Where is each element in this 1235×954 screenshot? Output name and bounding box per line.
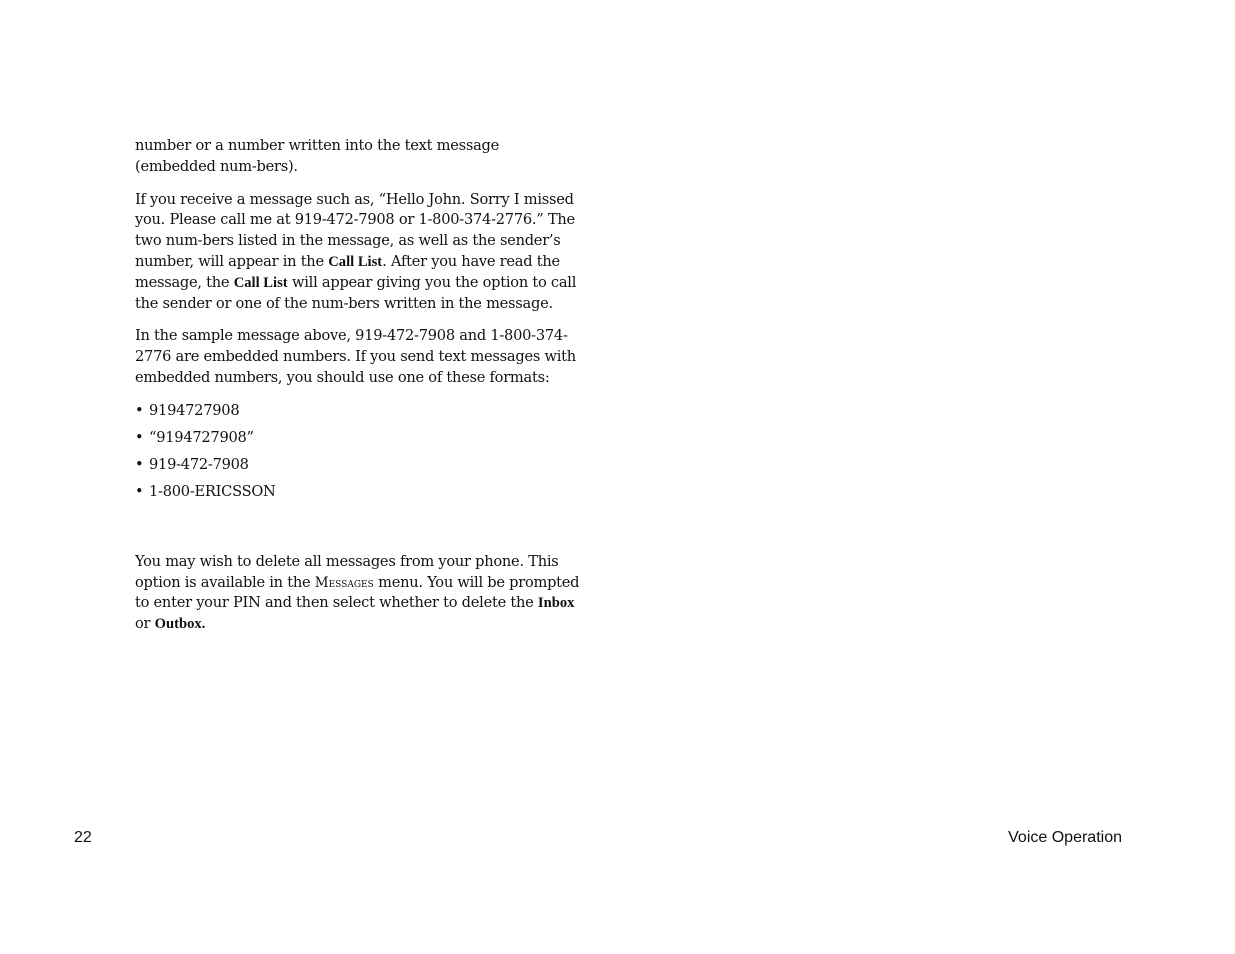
bullet-icon: • — [135, 428, 144, 446]
delete-text-1: You may wish to delete all messages from your phone. This option is available in the — [135, 552, 559, 591]
call-list-term: Call List — [328, 253, 383, 270]
list-item — [135, 455, 580, 476]
paragraph-delete-messages — [135, 552, 580, 635]
call-list-term: Call List — [233, 274, 288, 291]
bullet-icon: • — [135, 482, 144, 500]
page-number: 22 — [74, 829, 92, 846]
list-item — [135, 401, 580, 422]
example-text-3: will appear giving you the option to call the sender or one of the num-bers written in the message. — [135, 273, 577, 312]
section-title: Voice Operation — [1008, 829, 1122, 846]
format-value: “9194727908” — [149, 428, 254, 446]
delete-text-or: or — [135, 615, 155, 633]
outbox-term: Outbox. — [154, 616, 206, 633]
bullet-icon: • — [135, 401, 144, 419]
list-item — [135, 428, 580, 449]
inbox-term: Inbox — [537, 595, 575, 612]
number-format-list — [135, 401, 580, 503]
section-spacer — [135, 509, 580, 552]
format-value: 9194727908 — [149, 401, 240, 419]
list-item — [135, 482, 580, 503]
paragraph-formats-intro: In the sample message above, 919-472-7908 and 1-800-374-2776 are embedded numbers. If you send text messages with embedded numbers, you should use one of these formats: — [135, 327, 576, 386]
text-column — [135, 136, 580, 647]
format-value: 1-800-ERICSSON — [149, 482, 276, 500]
paragraph-embedded-numbers-intro: number or a number written into the text message (embedded num-bers). — [135, 137, 500, 175]
delete-text-2: menu. You will be prompted to enter your PIN and then select whether to delete the — [135, 573, 580, 612]
format-value: 919-472-7908 — [149, 455, 249, 473]
paragraph-example-message — [135, 190, 580, 315]
example-text-2: . After you have read the message, the — [135, 252, 560, 291]
messages-menu-term: Messages — [314, 574, 374, 591]
example-text-1: If you receive a message such as, “Hello John. Sorry I missed you. Please call me at 919-472-7908 or 1-800-374-2776.” The two num-bers listed in the message, as well as the sender’s number, will appear in the — [135, 190, 575, 270]
bullet-icon: • — [135, 455, 144, 473]
